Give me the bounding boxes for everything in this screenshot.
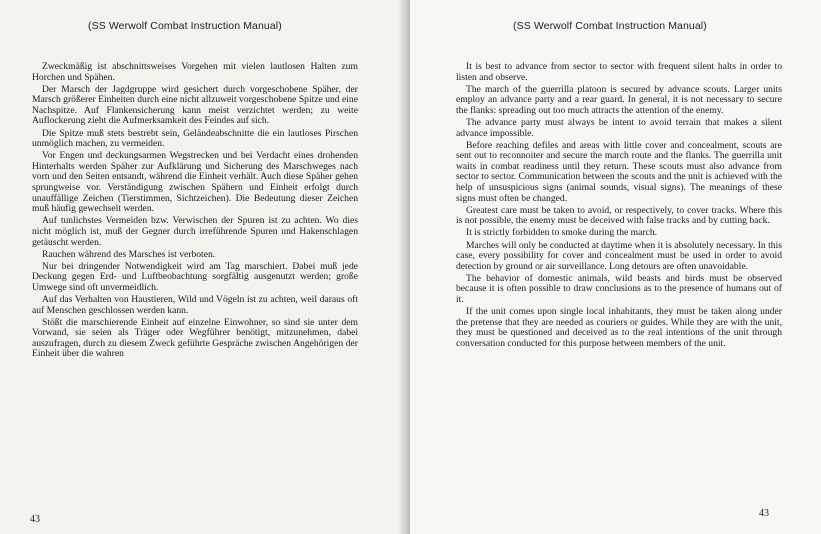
left-page-header: (SS Werwolf Combat Instruction Manual) bbox=[88, 20, 282, 32]
left-page-body bbox=[32, 62, 358, 362]
right-page-body bbox=[456, 62, 782, 351]
right-paragraph: The march of the guerrilla platoon is secured by advance scouts. Larger units employ an advance party and a rear guard. In general, it is not necessary to secure the flanks: spreading out too much attracts the attention of the enemy. bbox=[456, 83, 782, 116]
left-paragraph: Rauchen während des Marsches ist verboten. bbox=[42, 248, 216, 260]
left-paragraph: Zweckmäßig ist abschnittsweises Vorgehen mit vielen lautlosen Halten zum Horchen und Spähen. bbox=[32, 61, 358, 83]
right-paragraph: It is best to advance from sector to sector with frequent silent halts in order to listen and observe. bbox=[456, 61, 782, 83]
right-page bbox=[410, 0, 821, 534]
left-paragraph: Auf das Verhalten von Haustieren, Wild und Vögeln ist zu achten, weil daraus oft auf Menschen geschlossen werden kann. bbox=[32, 293, 358, 316]
right-paragraph: If the unit comes upon single local inhabitants, they must be taken along under the pretense that they are needed as couriers or guides. While they are with the unit, they must be questioned and deceived as to the real intentions of the unit through conversation conducted for this purpose between members of the unit. bbox=[456, 306, 782, 349]
left-paragraph: Der Marsch der Jagdgruppe wird gesichert durch vorgeschobene Späher, der Marsch größerer Einheiten durch eine nicht allzuweit vorgeschobene Spitze und eine Nachspitze. Auf Flankensicherung kann meist verzichtet werden; zu weite Auflockerung zieht die Aufmerksamkeit des Feindes auf sich. bbox=[32, 83, 358, 127]
left-paragraph: Die Spitze muß stets bestrebt sein, Geländeabschnitte die ein lautloses Pirschen unmöglich machen, zu vermeiden. bbox=[32, 127, 358, 150]
right-paragraph: Greatest care must be taken to avoid, or respectively, to cover tracks. Where this is not possible, the enemy must be deceived with false tracks and by cutting back. bbox=[456, 204, 782, 227]
right-paragraph: The behavior of domestic animals, wild beasts and birds must be observed because it is often possible to draw conclusions as to the presence of humans out of it. bbox=[456, 272, 782, 305]
left-paragraph: Nur bei dringender Notwendigkeit wird am Tag marschiert. Dabei muß jede Deckung gegen Erd- und Luftbeobachtung sorgfältig ausgenutzt werden; große Umwege sind oft unvermeidlich. bbox=[32, 260, 358, 293]
right-paragraph: The advance party must always be intent to avoid terrain that makes a silent advance impossible. bbox=[456, 116, 782, 139]
right-paragraph: Before reaching defiles and areas with little cover and concealment, scouts are sent out to reconnoiter and secure the march route and the flanks. The guerrilla unit waits in combat readiness until they return. These scouts must also advance from sector to sector. Communication between the scouts and the unit is achieved with the help of unsuspicious signs (animal sounds, visual signs). The meanings of these signs must often be changed. bbox=[456, 139, 782, 204]
right-page-number: 43 bbox=[759, 508, 769, 519]
right-paragraph: It is strictly forbidden to smoke during the march. bbox=[466, 227, 658, 239]
left-paragraph: Stößt die marschierende Einheit auf einzelne Einwohner, so sind sie unter dem Vorwand, sie seien als Träger oder Wegführer benötigt, mitzunehmen, dabei auszufragen, durch zu diesem Zweck geführte Gespräche zwischen Angehörigen der Einheit über die wahren bbox=[32, 316, 358, 360]
right-page-header: (SS Werwolf Combat Instruction Manual) bbox=[513, 20, 707, 32]
left-page-number: 43 bbox=[30, 514, 40, 525]
left-paragraph: Vor Engen und deckungsarmen Wegstrecken und bei Verdacht eines drohenden Hinterhalts werden Späher zur Aufklärung und Sicherung des Marschweges nach vorn und den Seiten entsandt, während die Einheit verhält. Auch diese Späher gehen sprungweise vor. Verständigung zwischen Spähern und Einheit erfolgt durch unauffällige Zeichen (Tierstimmen, Sichtzeichen). Die Bedeutung dieser Zeichen muß häufig gewechselt werden. bbox=[32, 150, 358, 215]
left-page bbox=[0, 0, 406, 534]
left-paragraph: Auf tunlichstes Vermeiden bzw. Verwischen der Spuren ist zu achten. Wo dies nicht möglich ist, muß der Gegner durch irreführende Spuren und Hakenschlagen getäuscht werden. bbox=[32, 215, 358, 248]
right-paragraph: Marches will only be conducted at daytime when it is absolutely necessary. In this case, every possibility for cover and concealment must be used in order to avoid detection by ground or air surveillance. Long detours are often unavoidable. bbox=[456, 239, 782, 272]
